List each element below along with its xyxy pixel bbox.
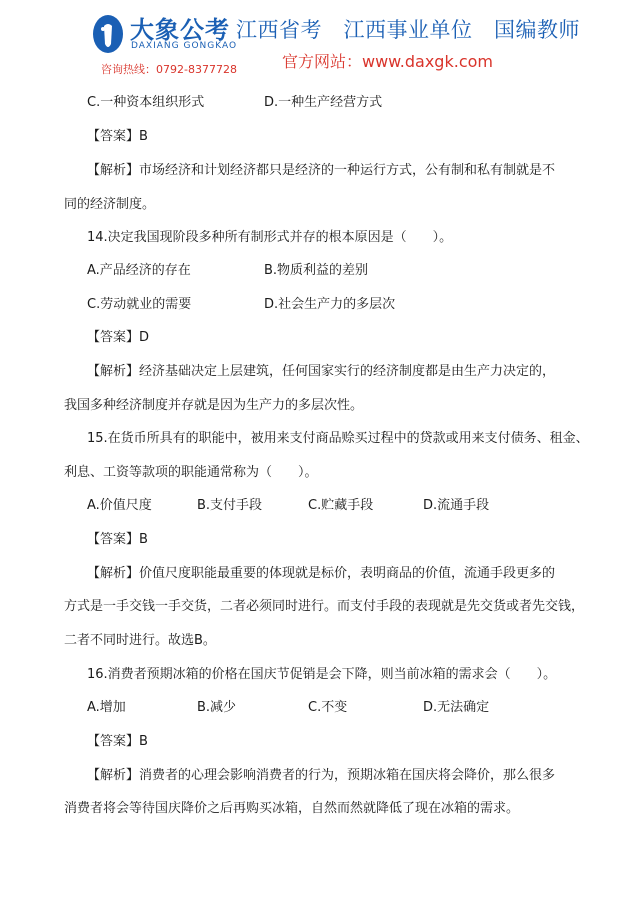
q15-option-d: D.流通手段 bbox=[423, 498, 490, 513]
q15-analysis-line-2: 方式是一手交钱一手交货，二者必须同时进行。而支付手段的表现就是先交货或者先交钱， bbox=[64, 599, 585, 614]
q15-option-c: C.贮藏手段 bbox=[308, 498, 374, 513]
q13-option-d: D.一种生产经营方式 bbox=[264, 95, 383, 110]
q16-answer: 【答案】B bbox=[87, 734, 148, 749]
hotline: 咨询热线：0792-8377728 bbox=[101, 63, 237, 76]
q13-analysis-line-2: 同的经济制度。 bbox=[64, 197, 156, 212]
q15-question-line-1: 15.在货币所具有的职能中，被用来支付商品赊买过程中的贷款或用来支付债务、租金、 bbox=[87, 431, 589, 446]
q14-analysis-line-2: 我国多种经济制度并存就是因为生产力的多层次性。 bbox=[64, 398, 364, 413]
q16-option-c: C.不变 bbox=[308, 700, 348, 715]
brand-name-en: DAXIANG GONGKAO bbox=[131, 41, 238, 51]
q16-option-b: B.减少 bbox=[197, 700, 237, 715]
q16-analysis-line-1: 【解析】消费者的心理会影响消费者的行为，预期冰箱在国庆将会降价，那么很多 bbox=[87, 768, 556, 783]
q15-option-b: B.支付手段 bbox=[197, 498, 263, 513]
q13-answer: 【答案】B bbox=[87, 129, 148, 144]
q14-analysis-line-1: 【解析】经济基础决定上层建筑，任何国家实行的经济制度都是由生产力决定的， bbox=[87, 364, 556, 379]
q14-answer: 【答案】D bbox=[87, 330, 150, 345]
website-link[interactable]: 官方网站：www.daxgk.com bbox=[282, 52, 493, 71]
q14-question: 14.决定我国现阶段多种所有制形式并存的根本原因是（ ）。 bbox=[87, 230, 453, 245]
elephant-logo-icon bbox=[91, 14, 125, 56]
page-header bbox=[0, 0, 640, 80]
header-slogan: 江西省考 江西事业单位 国编教师 bbox=[236, 18, 580, 42]
q15-analysis-line-3: 二者不同时进行。故选B。 bbox=[64, 633, 216, 648]
q14-option-b: B.物质利益的差别 bbox=[264, 263, 369, 278]
q14-option-c: C.劳动就业的需要 bbox=[87, 297, 192, 312]
brand-name: 大象公考 bbox=[130, 16, 230, 44]
q14-option-a: A.产品经济的存在 bbox=[87, 263, 191, 278]
q14-option-d: D.社会生产力的多层次 bbox=[264, 297, 396, 312]
q13-option-c: C.一种资本组织形式 bbox=[87, 95, 205, 110]
q15-analysis-line-1: 【解析】价值尺度职能最重要的体现就是标价，表明商品的价值，流通手段更多的 bbox=[87, 566, 556, 581]
q15-question-line-2: 利息、工资等款项的职能通常称为（ ）。 bbox=[64, 465, 318, 480]
q16-question: 16.消费者预期冰箱的价格在国庆节促销是会下降，则当前冰箱的需求会（ ）。 bbox=[87, 667, 557, 682]
q16-option-d: D.无法确定 bbox=[423, 700, 490, 715]
q16-analysis-line-2: 消费者将会等待国庆降价之后再购买冰箱，自然而然就降低了现在冰箱的需求。 bbox=[64, 801, 520, 816]
q15-option-a: A.价值尺度 bbox=[87, 498, 152, 513]
q13-analysis-line-1: 【解析】市场经济和计划经济都只是经济的一种运行方式，公有制和私有制就是不 bbox=[87, 163, 556, 178]
q16-option-a: A.增加 bbox=[87, 700, 126, 715]
q15-answer: 【答案】B bbox=[87, 532, 148, 547]
